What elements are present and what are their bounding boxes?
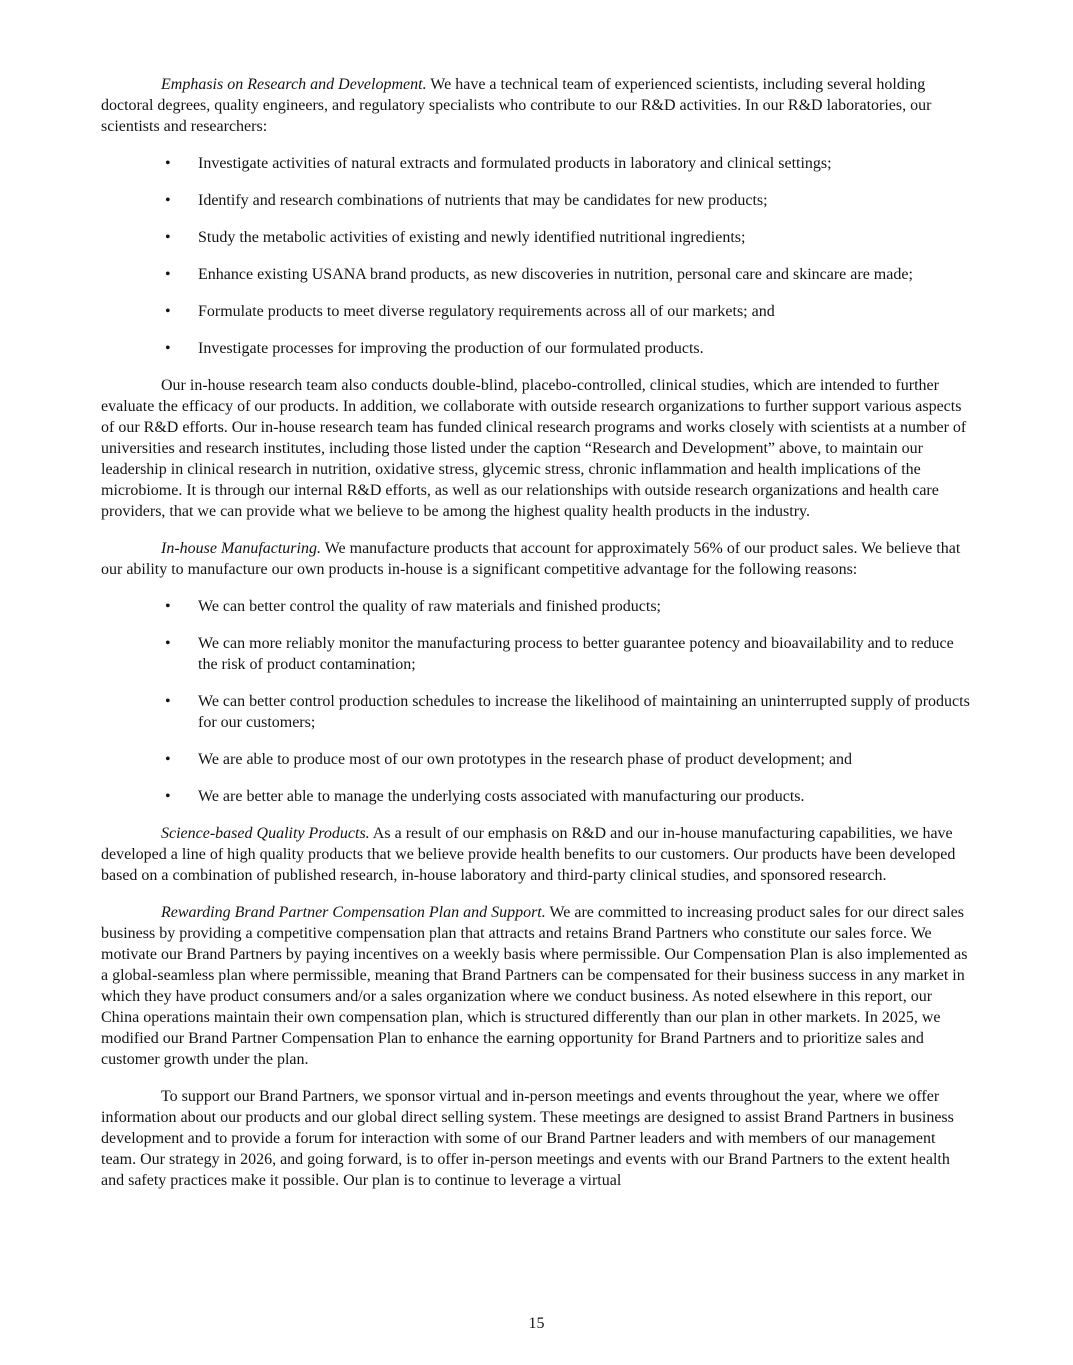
paragraph-science-based [101, 823, 971, 886]
list-item-text: Enhance existing USANA brand products, as new discoveries in nutrition, personal care and skincare are made; [198, 266, 913, 283]
paragraph-lead: Science-based Quality Products. [161, 825, 370, 842]
paragraph-text: We have a technical team of experienced scientists, including several holding doctoral degrees, quality engineers, and regulatory specialists who contribute to our R&D activities. In our R&D laboratories, our scientists and researchers: [101, 76, 932, 135]
list-item-text: Investigate activities of natural extracts and formulated products in laboratory and clinical settings; [198, 155, 832, 172]
paragraph-lead: In-house Manufacturing. [161, 540, 321, 557]
list-item-text: We are better able to manage the underlying costs associated with manufacturing our products. [198, 788, 805, 805]
list-item [101, 633, 971, 675]
paragraph-inhouse-manufacturing [101, 538, 971, 580]
bullet-icon: • [165, 598, 171, 615]
paragraph-text: To support our Brand Partners, we sponsor virtual and in-person meetings and events throughout the year, where we offer information about our products and our global direct selling system. These meetings are designed to assist Brand Partners in business development and to provide a forum for interaction with some of our Brand Partner leaders and with members of our management team. Our strategy in 2026, and going forward, is to offer in-person meetings and events with our Brand Partners to the extent health and safety practices make it possible. Our plan is to continue to leverage a virtual [101, 1088, 954, 1189]
bullet-icon: • [165, 788, 171, 805]
bullet-list-manufacturing [101, 596, 971, 807]
list-item-text: We can better control the quality of raw materials and finished products; [198, 598, 661, 615]
list-item [101, 596, 971, 617]
paragraph-text: Our in-house research team also conducts double-blind, placebo-controlled, clinical studies, which are intended to further evaluate the efficacy of our products. In addition, we collaborate with outside research organizations to further support various aspects of our R&D efforts. Our in-house research team has funded clinical research programs and works closely with scientists at a number of universities and research institutes, including those listed under the caption “Research and Development” above, to maintain our leadership in clinical research in nutrition, oxidative stress, glycemic stress, chronic inflammation and health implications of the microbiome. It is through our internal R&D efforts, as well as our relationships with outside research organizations and health care providers, that we can provide what we believe to be among the highest quality health products in the industry. [101, 377, 967, 520]
paragraph-emphasis-rd [101, 74, 971, 137]
paragraph-compensation-plan [101, 902, 971, 1070]
paragraph-text: As a result of our emphasis on R&D and our in-house manufacturing capabilities, we have developed a line of high quality products that we believe provide health benefits to our customers. Our products have been developed based on a combination of published research, in-house laboratory and third-party clinical studies, and sponsored research. [101, 825, 956, 884]
bullet-icon: • [165, 751, 171, 768]
list-item [101, 227, 971, 248]
list-item-text: We are able to produce most of our own prototypes in the research phase of product development; and [198, 751, 853, 768]
paragraph-text: We manufacture products that account for approximately 56% of our product sales. We believe that our ability to manufacture our own products in-house is a significant competitive advantage for the following reasons: [101, 540, 961, 578]
list-item [101, 190, 971, 211]
list-item [101, 301, 971, 322]
list-item-text: We can better control production schedules to increase the likelihood of maintaining an uninterrupted supply of products for our customers; [198, 693, 970, 731]
list-item-text: Formulate products to meet diverse regulatory requirements across all of our markets; and [198, 303, 775, 320]
bullet-icon: • [165, 192, 171, 209]
bullet-icon: • [165, 693, 171, 710]
bullet-icon: • [165, 266, 171, 283]
paragraph-lead: Rewarding Brand Partner Compensation Plan and Support. [161, 904, 546, 921]
list-item [101, 786, 971, 807]
list-item [101, 153, 971, 174]
paragraph-support-partners [101, 1086, 971, 1191]
paragraph-text: We are committed to increasing product sales for our direct sales business by providing a competitive compensation plan that attracts and retains Brand Partners who constitute our sales force. We motivate our Brand Partners by paying incentives on a weekly basis where permissible. Our Compensation Plan is also implemented as a global-seamless plan where permissible, meaning that Brand Partners can be compensated for their business success in any market in which they have product consumers and/or a sales organization where we conduct business. As noted elsewhere in this report, our China operations maintain their own compensation plan, which is structured differently than our plan in other markets. In 2025, we modified our Brand Partner Compensation Plan to enhance the earning opportunity for Brand Partners and to prioritize sales and customer growth under the plan. [101, 904, 968, 1068]
list-item [101, 264, 971, 285]
list-item [101, 338, 971, 359]
bullet-list-rd [101, 153, 971, 359]
page-number: 15 [528, 1315, 545, 1332]
list-item-text: Identify and research combinations of nutrients that may be candidates for new products; [198, 192, 768, 209]
list-item-text: Investigate processes for improving the production of our formulated products. [198, 340, 704, 357]
list-item-text: Study the metabolic activities of existing and newly identified nutritional ingredients; [198, 229, 746, 246]
paragraph-research-team [101, 375, 971, 522]
bullet-icon: • [165, 303, 171, 320]
bullet-icon: • [165, 229, 171, 246]
list-item [101, 691, 971, 733]
bullet-icon: • [165, 635, 171, 652]
list-item [101, 749, 971, 770]
bullet-icon: • [165, 340, 171, 357]
bullet-icon: • [165, 155, 171, 172]
list-item-text: We can more reliably monitor the manufacturing process to better guarantee potency and bioavailability and to reduce the risk of product contamination; [198, 635, 954, 673]
paragraph-lead: Emphasis on Research and Development. [161, 76, 427, 93]
